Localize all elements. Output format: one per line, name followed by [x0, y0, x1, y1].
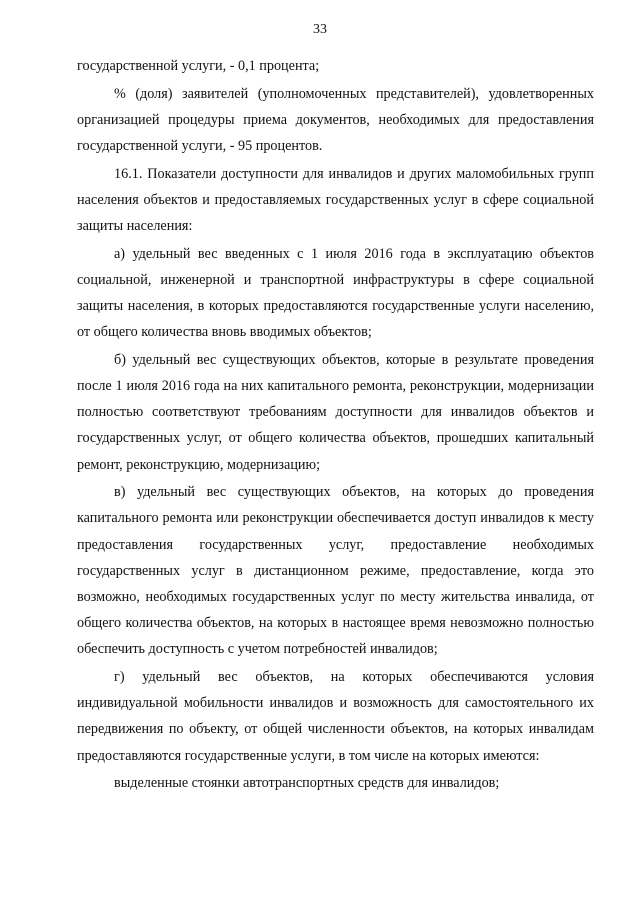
document-body: [77, 53, 594, 798]
paragraph-2: % (доля) заявителей (уполномоченных представителей), удовлетворенных организацией процедуры приема документов, необходимых для предоставления государственной услуги, - 95 процентов.: [77, 85, 594, 154]
paragraph-7: г) удельный вес объектов, на которых обеспечиваются условия индивидуальной мобильности инвалидов и возможность для самостоятельного их передвижения по объекту, от общей численности объектов, на которых инвалидам предоставляются государственные услуги, в том числе на которых имеются:: [77, 669, 594, 764]
paragraph-3: 16.1. Показатели доступности для инвалидов и других маломобильных групп населения объектов и предоставляемых государственных услуг в сфере социальной защиты населения:: [77, 165, 594, 234]
paragraph-5: б) удельный вес существующих объектов, которые в результате проведения после 1 июля 2016 года на них капитального ремонта, реконструкции, модернизации полностью соответствуют требованиям доступности для инвалидов объектов и государственных услуг, от общего количества объектов, прошедших капитальный ремонт, реконструкцию, модернизацию;: [77, 351, 594, 473]
paragraph-8: выделенные стоянки автотранспортных средств для инвалидов;: [114, 775, 500, 792]
paragraph-4: а) удельный вес введенных с 1 июля 2016 года в эксплуатацию объектов социальной, инженерной и транспортной инфраструктуры в сфере социальной защиты населения, в которых предоставляются государственные услуги населению, от общего количества вновь вводимых объектов;: [77, 245, 594, 341]
page-number: 33: [313, 22, 327, 37]
paragraph-6: в) удельный вес существующих объектов, на которых до проведения капитального ремонта или реконструкции обеспечивается доступ инвалидов к месту предоставления государственных услуг, предоставление необходимых государственных услуг в дистанционном режиме, предоставление, когда это возможно, необходимых государственных услуг по месту жительства инвалида, от общего количества объектов, на которых в настоящее время невозможно полностью обеспечить доступность с учетом потребностей инвалидов;: [77, 484, 594, 658]
paragraph-1: государственной услуги, - 0,1 процента;: [77, 58, 320, 74]
